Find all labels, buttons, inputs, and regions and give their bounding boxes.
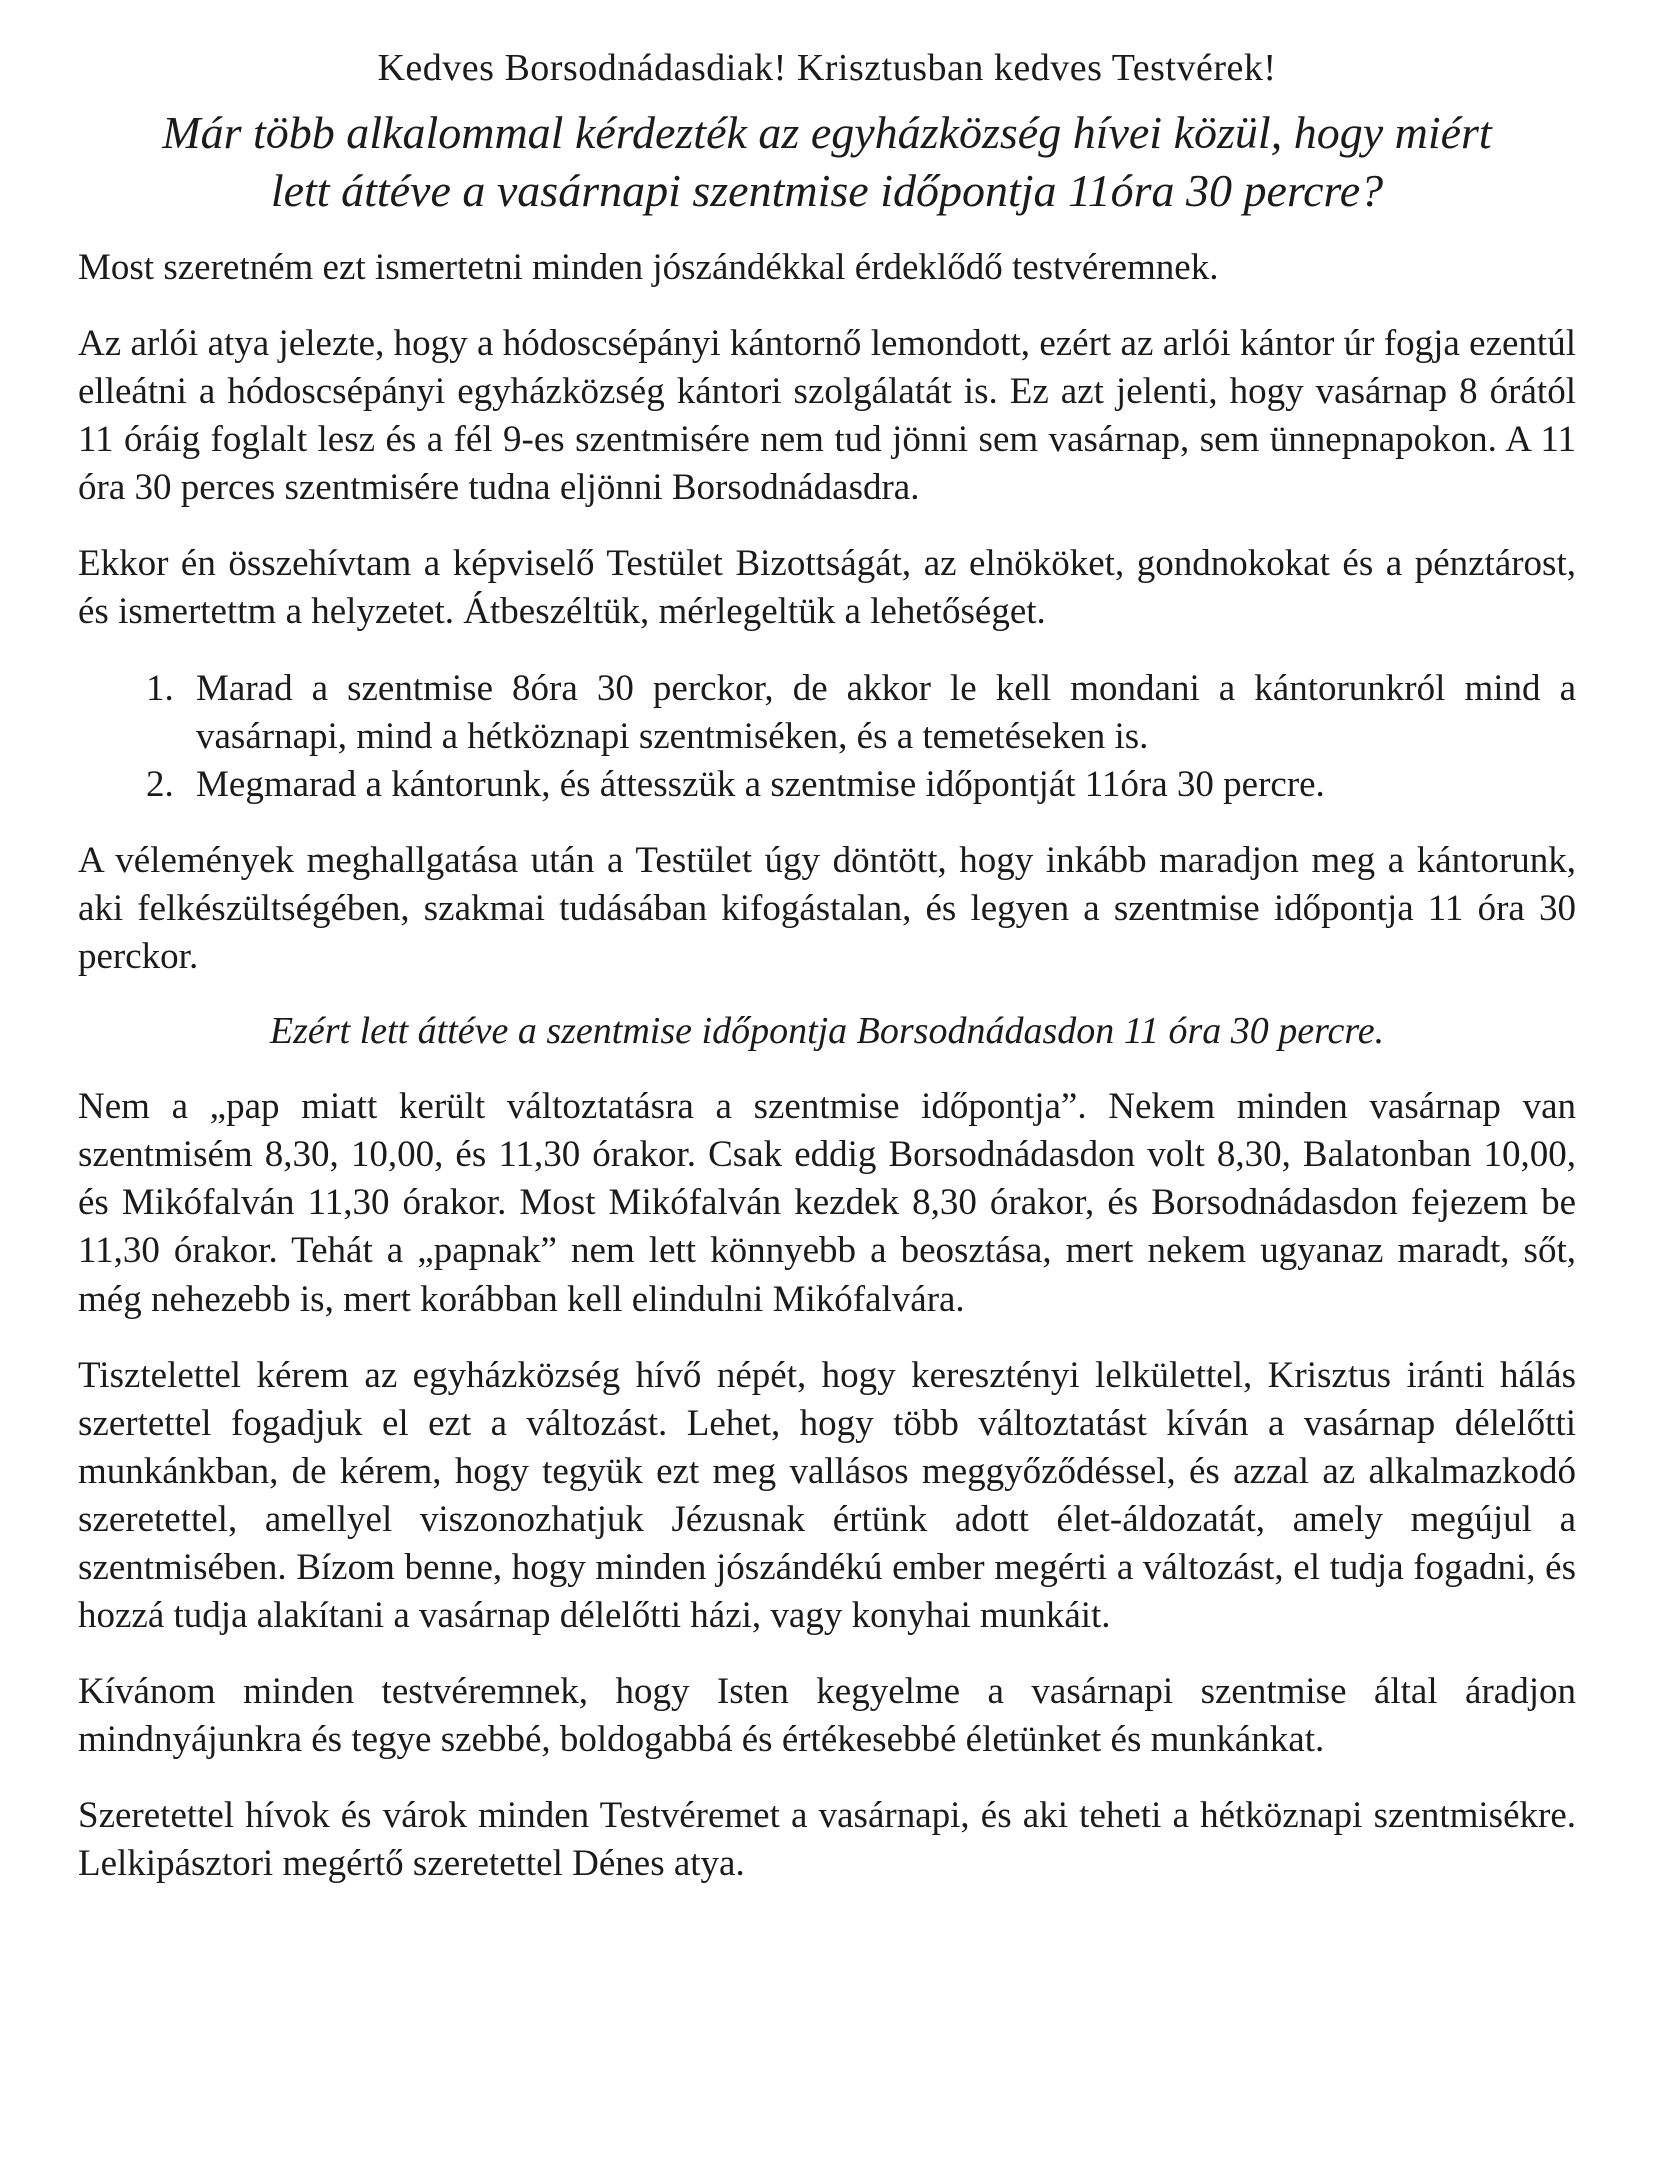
paragraph-meeting: Ekkor én összehívtam a képviselő Testület Bizottságát, az elnököket, gondnokokat és a pénztárost, és ismertettm a helyzetet. Átbeszéltük, mérlegeltük a lehetőséget. <box>78 543 1576 633</box>
paragraph-closing: Szeretettel hívok és várok minden Testvéremet a vasárnapi, és aki teheti a hétköznapi szentmisékre. Lelkipásztori megértő szeretettel Dénes atya. <box>78 1795 1576 1885</box>
emphasis-line: Ezért lett áttéve a szentmise időpontja Borsodnádasdon 11 óra 30 percre. <box>269 1010 1385 1053</box>
greeting-heading: Kedves Borsodnádasdiak! Krisztusban kedves Testvérek! <box>377 47 1277 89</box>
list-item-number: 2. <box>146 763 174 805</box>
list-item <box>78 761 1576 809</box>
list-item-text: Megmarad a kántorunk, és áttesszük a szentmise időpontját 11óra 30 percre. <box>196 763 1325 805</box>
paragraph-cantor-news: Az arlói atya jelezte, hogy a hódoscsépányi kántornő lemondott, ezért az arlói kántor úr fogja ezentúl elleátni a hódoscsépányi egyházközség kántori szolgálatát is. Ez azt jelenti, hogy vasárnap 8 órától 11 óráig foglalt lesz és a fél 9-es szentmisére nem tud jönni sem vasárnap, sem ünnepnapokon. A 11 óra 30 perces szentmisére tudna eljönni Borsodnádasdra. <box>78 323 1576 509</box>
paragraph-blessing: Kívánom minden testvéremnek, hogy Isten kegyelme a vasárnapi szentmise által áradjon mindnyájunkra és tegye szebbé, boldogabbá és értékesebbé életünket és munkánkat. <box>78 1671 1576 1761</box>
paragraph-schedule: Nem a „pap miatt került változtatásra a szentmise időpontja”. Nekem minden vasárnap van szentmisém 8,30, 10,00, és 11,30 órakor. Csak eddig Borsodnádasdon volt 8,30, Balatonban 10,00, és Mikófalván 11,30 órakor. Most Mikófalván kezdek 8,30 órakor, és Borsodnádasdon fejezem be 11,30 órakor. Tehát a „papnak” nem lett könnyebb a beosztása, mert nekem ugyanaz maradt, sőt, még nehezebb is, mert korábban kell elindulni Mikófalvára. <box>78 1086 1576 1320</box>
list-item-text: Marad a szentmise 8óra 30 perckor, de akkor le kell mondani a kántorunkról mind a vasárnapi, mind a hétköznapi szentmiséken, és a temetéseken is. <box>196 667 1576 757</box>
paragraph-intro: Most szeretném ezt ismertetni minden jószándékkal érdeklődő testvéremnek. <box>78 246 1219 288</box>
paragraph-request: Tisztelettel kérem az egyházközség hívő népét, hogy keresztényi lelkülettel, Krisztus iránti hálás szertettel fogadjuk el ezt a változást. Lehet, hogy több változtatást kíván a vasárnap délelőtti munkánkban, de kérem, hogy tegyük ezt meg vallásos meggyőződéssel, és azzal az alkalmazkodó szeretettel, amellyel viszonozhatjuk Jézusnak értünk adott élet-áldozatát, amely megújul a szentmisében. Bízom benne, hogy minden jószándékú ember megérti a változást, el tudja fogadni, és hozzá tudja alakítani a vasárnap délelőtti házi, vagy konyhai munkáit. <box>78 1354 1576 1637</box>
options-list <box>78 665 1576 809</box>
question-heading <box>78 104 1576 220</box>
list-item-number: 1. <box>146 667 174 709</box>
list-item <box>78 665 1576 761</box>
question-line-2: lett áttéve a vasárnapi szentmise időpontja 11óra 30 percre? <box>270 164 1384 216</box>
question-line-1: Már több alkalommal kérdezték az egyházközség hívei közül, hogy miért <box>162 107 1492 158</box>
paragraph-decision: A vélemények meghallgatása után a Testület úgy döntött, hogy inkább maradjon meg a kántorunk, aki felkészültségében, szakmai tudásában kifogástalan, és legyen a szentmise időpontja 11 óra 30 perckor. <box>78 839 1576 978</box>
